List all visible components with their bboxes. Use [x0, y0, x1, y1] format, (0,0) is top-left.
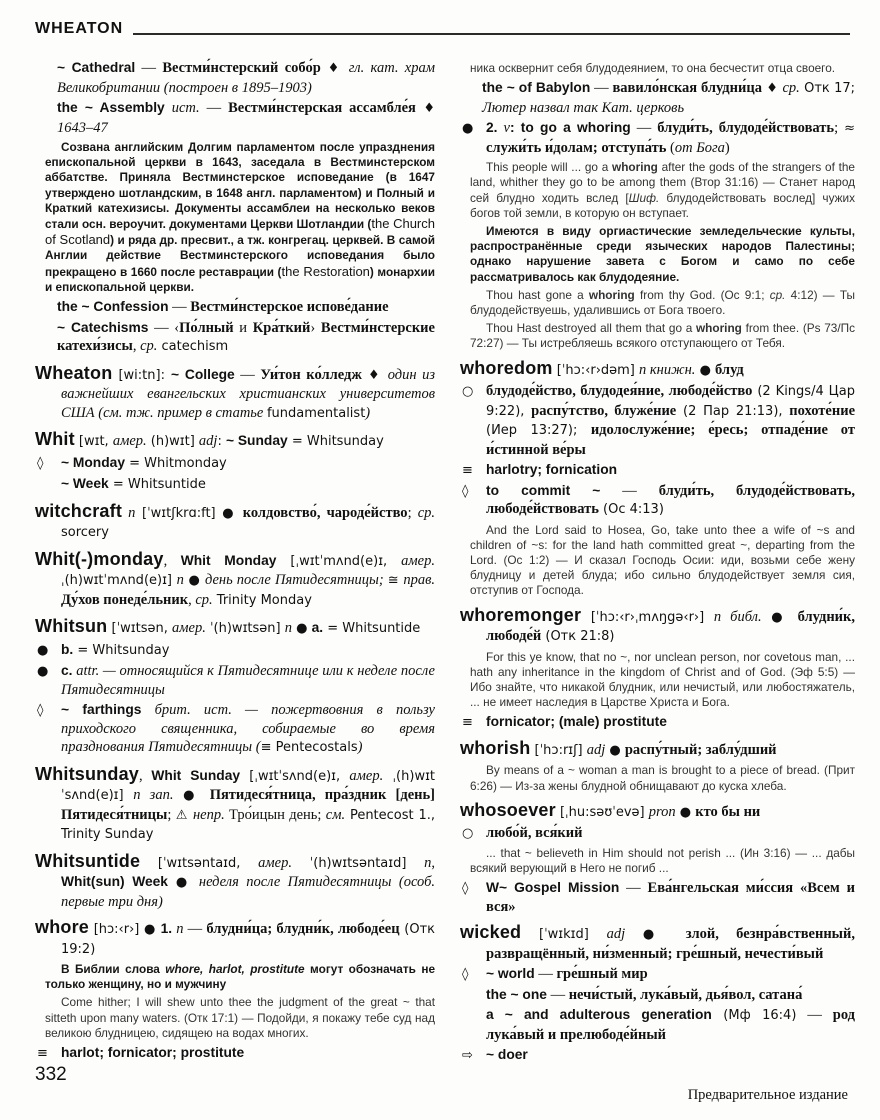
crossref-wicked-doer [460, 1046, 855, 1060]
text-segment: , [139, 767, 152, 784]
text-segment: амер. [401, 552, 435, 569]
text-segment: ) [357, 739, 363, 756]
text-segment: блуди́ть, блудоде́йствовать [657, 120, 835, 137]
text-segment: гре́шный мир [556, 966, 648, 983]
text-segment: могут обозначать не только женщину, но и мужчину [45, 962, 435, 992]
text-segment: блудни́к, любоде́й [486, 608, 855, 645]
text-segment: ● [173, 788, 210, 804]
text-segment: ˈ(h)wɪtsən] [205, 621, 285, 637]
text-segment: , [163, 552, 181, 569]
text-segment: — [630, 120, 658, 137]
text-segment: to commit ~ [486, 482, 601, 498]
text-segment: whoring [696, 321, 742, 336]
column-right [460, 58, 855, 1060]
translations-whoredom [460, 382, 855, 459]
text-segment: ) и ряда др. пресвит., а тж. конгрегац. церквей. В самой Англии действие Вестминстерского исповедания было прекращено в 1660 после реставрации ( [45, 233, 435, 279]
text-segment: злой, безнра́вственный, развращённый, ни́зменный; гре́шный, нечести́вый [486, 926, 855, 962]
entry-whoremonger [460, 606, 855, 647]
quote-rev-17-1 [35, 995, 435, 1041]
text-segment: ● [183, 573, 205, 589]
text-segment: adj [198, 433, 218, 450]
text-segment: W~ Gospel Mission [486, 880, 620, 896]
text-segment: (Отк 19:2) [61, 922, 435, 957]
text-segment: Whit Monday [180, 552, 277, 568]
text-segment: ● [291, 621, 312, 637]
text-segment: ˈ(h)wɪtsəntaɪd] [291, 855, 425, 871]
bullet-marker: ● [37, 664, 49, 680]
text-segment: v [497, 120, 510, 137]
text-segment: идолослуже́ние; е́ресь; отпаде́ние от и́стинной ве́ры [486, 422, 855, 458]
text-segment: ; [407, 504, 418, 521]
text-segment: служи́ть и́долам; отступа́ть [486, 139, 667, 156]
translations-whosoever [460, 824, 855, 843]
text-segment: Whitsunday [35, 763, 139, 784]
text-segment: , [188, 591, 196, 608]
text-segment: n книжн. [639, 361, 696, 378]
quote-prov-6-26 [460, 763, 855, 793]
entry-westminster-cathedral [35, 59, 435, 97]
text-segment: Кра́ткий [252, 319, 311, 336]
text-segment: ср. [195, 591, 213, 608]
text-segment: блуди́ть, блудоде́йствовать, любоде́йствовать [486, 482, 855, 518]
entry-whitsun-c [35, 662, 435, 699]
text-segment: = Whitsuntide [108, 477, 206, 493]
text-segment: › [310, 319, 321, 336]
text-segment: after the gods of the strangers of the land, whither they go to be among them (Втор 31:16) — Станет народ сей блудно ходить вслед [ [470, 160, 855, 205]
text-segment: (h)wɪt] [146, 434, 199, 450]
text-segment: n [284, 620, 292, 637]
text-segment: ника осквернит себя блудодеянием, то она бесчестит отца своего. [470, 61, 836, 75]
quote-hos-1-2 [460, 523, 855, 599]
text-segment: catechism [157, 339, 229, 355]
text-segment: ≅ [387, 573, 404, 589]
text-segment: the Restoration [281, 263, 370, 279]
note-whoring-cults [460, 224, 855, 285]
equivalents-marker: ≡ [462, 463, 473, 479]
text-segment: — [168, 299, 191, 316]
text-segment: Имеются в виду оргиастические земледельческие культы, распространённые среди языческих народов Палестины; однако нарушение завета с Богом и само по себе рассматривалось как блудодеяние. [470, 224, 855, 284]
text-segment: прав. [403, 572, 435, 589]
text-segment: (Отк 21:8) [541, 629, 615, 645]
text-segment: брит. ист. — пожертвовния в пользу приходского священника, собираемые во время празднования Пятидесятницы ( [61, 702, 435, 756]
text-segment: adj [586, 741, 606, 758]
text-segment: whore, harlot, prostitute [165, 962, 305, 977]
text-segment: Thou Hast destroyed all them that go a [486, 321, 696, 336]
text-segment: Whitsuntide [35, 850, 141, 871]
text-segment: [ˈwɪtsəntaɪd, [140, 855, 259, 871]
entry-whitsuntide [35, 852, 435, 912]
text-segment: ) [365, 404, 371, 421]
text-segment: вавило́нская блудни́ца [612, 80, 762, 97]
text-segment: ≡ Pentecostals [260, 740, 358, 756]
text-segment: fornicator; (male) prostitute [486, 714, 667, 730]
text-segment: любо́й, вся́кий [486, 825, 583, 842]
page-header [35, 20, 850, 38]
quote-lev-21-9-continued [460, 61, 855, 76]
text-segment: : [217, 434, 226, 450]
text-segment: ♦ [415, 101, 435, 116]
text-segment: амер. [112, 433, 147, 450]
text-segment: ср. [769, 287, 786, 302]
text-segment: the ~ one [486, 986, 547, 1002]
text-segment: Вестми́нстерское испове́дание [190, 299, 389, 316]
entry-wicked-world [460, 965, 855, 984]
text-segment: — [234, 366, 261, 383]
text-segment: ● [675, 804, 696, 820]
text-segment: n зап. [133, 787, 174, 804]
entry-wicked-one [460, 986, 855, 1005]
quote-john-3-16 [460, 846, 855, 876]
text-segment: ~ Week [61, 476, 109, 492]
text-segment: Pentecost 1., Trinity Sunday [61, 807, 435, 843]
equivalents-marker: ≡ [462, 715, 473, 731]
text-segment: ♦ [320, 61, 349, 76]
text-segment: b. [61, 641, 74, 657]
text-segment: Thou hast gone a [486, 287, 589, 302]
translations-marker: ○ [462, 826, 474, 842]
text-segment: Whit [35, 429, 75, 450]
text-segment: [ˈwɪtsən, [107, 621, 173, 637]
synonyms-whoremonger [460, 713, 855, 732]
text-segment: [ˈhɔ:rɪʃ] [530, 742, 587, 758]
entry-westminster-catechisms [35, 319, 435, 357]
text-segment: от Бога [674, 139, 725, 156]
text-segment: нечи́стый, лука́вый, дья́вол, сатана́ [568, 986, 803, 1003]
text-segment: , [431, 854, 435, 871]
diamond-marker: ◊ [37, 455, 44, 471]
text-segment: n [122, 504, 136, 521]
bullet-marker: ● [462, 121, 474, 137]
text-segment: ~ Monday [61, 454, 126, 470]
note-westminster-assembly [35, 140, 435, 295]
text-segment: Уи́тон ко́лледж [260, 366, 362, 383]
text-segment: Ева́нгельская ми́ссия «Всем и вся» [486, 880, 855, 915]
text-segment: 1. [160, 921, 173, 937]
diamond-marker: ◊ [37, 703, 44, 719]
note-whore [35, 962, 435, 992]
text-segment: [ˈhɔ:‹r›dəm] [552, 362, 640, 378]
text-segment: pron [648, 803, 676, 820]
text-segment: один из важнейших евангельских христианских университетов США (см. тж. пример в статье [61, 366, 435, 421]
quote-eph-5-5 [460, 650, 855, 711]
text-segment: For this ye know, that no ~, nor unclean person, nor covetous man, ... hath any inheritance in the kingdom of Christ and of God. (Эф 5:5) — Ибо знайте, что никакой блудник, или нечистый, или любостяжатель, ... не имеет наследия в Царстве Христа и Бога. [470, 649, 855, 710]
text-segment: n библ. [713, 608, 762, 625]
text-segment: ( [666, 139, 675, 156]
diamond-marker: ◊ [462, 483, 469, 499]
text-segment: whoring [588, 287, 635, 302]
text-segment: Wheaton [35, 362, 113, 383]
text-segment: harlotry; fornication [486, 462, 618, 478]
text-segment: Trinity Monday [212, 592, 312, 608]
text-segment: ; [167, 806, 176, 823]
text-segment: from thee. (Ps 73/Пс 72:27) — Ты истребляешь всякого отступающего от Тебя. [470, 321, 855, 351]
text-segment: whosoever [460, 799, 556, 820]
text-segment: whoremonger [460, 604, 582, 625]
entry-commit-whoredom [460, 482, 855, 520]
text-segment: Пятидеся́тница, пра́здник [день] Пятидеся́тницы [61, 787, 435, 823]
page-number: 332 [35, 1064, 67, 1085]
text-segment: ⚠ [175, 807, 193, 823]
quote-ps-72-27 [460, 321, 855, 351]
text-segment: = Whitmonday [125, 455, 227, 471]
text-segment: — [183, 921, 207, 938]
text-segment: By means of a ~ woman a man is brought to a piece of bread. (Прит 6:26) — Из-за жены блудной обнищавают до куска хлеба. [470, 763, 855, 793]
text-segment: [ˌwɪtˈsʌnd(e)ɪ, [240, 768, 350, 784]
text-segment: ≈ [844, 121, 855, 137]
text-segment: ● [605, 742, 625, 758]
text-segment: — [796, 1007, 833, 1024]
text-segment: a. [311, 620, 324, 636]
text-segment: ˌ(h)wɪtˈmʌnd(e)ɪ] [61, 573, 177, 589]
text-segment: the ~ of Babylon [482, 80, 591, 96]
text-segment: Отк 17; [799, 81, 855, 97]
text-segment: ~ doer [486, 1047, 528, 1060]
text-segment: ср. [782, 80, 800, 97]
entry-whit-monday [35, 454, 435, 474]
text-segment: Шиф. [628, 190, 660, 205]
entry-whore-verb [460, 119, 855, 157]
entry-wicked [460, 923, 855, 963]
text-segment: род лука́вый и прелюбоде́йный [486, 1007, 855, 1043]
text-segment: sorcery [61, 525, 109, 541]
text-segment: — [534, 966, 557, 983]
text-segment: a ~ and adulterous generation [486, 1007, 712, 1023]
text-segment: — [135, 60, 163, 76]
text-segment: и [233, 319, 253, 336]
entry-wheaton [35, 364, 435, 424]
entry-witchcraft [35, 502, 435, 543]
text-segment: см. [325, 806, 346, 823]
entry-whitsun [35, 617, 435, 639]
text-segment: 2. [486, 120, 498, 136]
text-segment: [ˈwɪkɪd] [521, 927, 607, 943]
text-segment: Вестми́нстерский собо́р [162, 60, 321, 76]
text-segment: ~ farthings [61, 702, 142, 718]
text-segment: from thy God. (Ос 9:1; [634, 287, 770, 302]
text-segment: Ду́хов понеде́льник [61, 591, 189, 608]
entry-gospel-mission [460, 879, 855, 916]
text-segment: And the Lord said to Hosea, Go, take unto thee a wife of ~s and children of ~s: for the land hath committed great ~, departing from the Lord. (Ос 1:2) — И сказал Господь Осии: иди, возьми себе жену блудницу и детей блуда; ибо сильно блудодействует земля сия, отступив от Господа. [470, 522, 855, 598]
text-segment: блуд [715, 361, 744, 378]
text-segment: — [199, 100, 229, 116]
text-segment: witchcraft [35, 500, 123, 521]
text-segment: ср. [417, 504, 435, 521]
text-segment: fundamentalist [266, 405, 366, 421]
column-left [35, 58, 435, 1060]
text-segment: n [176, 572, 184, 589]
text-segment: whorish [460, 737, 531, 758]
entry-whit-week [35, 475, 435, 495]
text-segment: 4:12) — Ты блудодействуешь, удалившись от Бога твоего. [470, 287, 855, 318]
text-segment: adj [606, 926, 626, 943]
text-segment: распу́тство, блуже́ние [531, 402, 677, 419]
text-segment: ~ Cathedral [57, 60, 136, 75]
bullet-marker: ● [37, 642, 49, 658]
text-segment: = Whitsunday [73, 642, 170, 658]
text-segment: блудоде́йство, блудодея́ние, любоде́йство [486, 383, 753, 400]
text-segment: кто бы ни [695, 803, 761, 820]
text-segment: непр. [192, 806, 225, 823]
text-segment: Вестми́нстерская ассамбле́я [228, 100, 416, 116]
text-segment: ) монархии и епископальной церкви. [45, 264, 435, 294]
text-segment: [ˈhɔ:‹r›ˌmʌŋgə‹r›] [581, 609, 714, 625]
entry-whitmonday [35, 550, 435, 611]
text-segment: n [424, 854, 432, 871]
text-segment: Тро́ицын день; [224, 806, 326, 823]
text-segment: колдовство́, чароде́йство [242, 504, 408, 521]
text-segment: Созвана английским Долгим парламентом после упразднения епископальной церкви в 1643, заседала в Вестминстерском аббатстве. Приняла Вестминстерское исповедание (в 1647 утверждено шотландским, в 1648 англ. парламентом) и Полный и Краткий катехизисы. Документы ассамблеи на несколько веков стали осн. вероучит. документами Церкви Шотландии ( [45, 140, 435, 232]
entry-westminster-assembly [35, 99, 435, 137]
text-segment: = Whitsuntide [323, 621, 421, 637]
crossref-arrow-marker: ⇨ [462, 1048, 473, 1060]
text-segment: n [172, 921, 184, 938]
text-segment: амер. [258, 854, 292, 871]
edition-note: Предварительное издание [687, 1087, 848, 1103]
entry-westminster-confession [35, 298, 435, 317]
text-segment: амер. [172, 620, 206, 637]
text-segment: (Ос 4:13) [598, 502, 664, 518]
text-segment: [hɔ:‹r›] ● [89, 922, 161, 938]
text-segment: the ~ Assembly [57, 100, 165, 115]
dictionary-body [35, 58, 855, 1060]
header-rule [133, 33, 850, 35]
text-segment: ● [625, 927, 686, 943]
entry-whitsun-b [35, 641, 435, 661]
diamond-marker: ◊ [462, 881, 469, 897]
equivalents-marker: ≡ [37, 1046, 48, 1060]
text-segment: Come hither; I will shew unto thee the judgment of the great ~ that sitteth upon many waters. (Отк 17:1) — Подойди, я покажу тебе суд над великою блудницею, сидящею на водах многих. [45, 995, 435, 1040]
text-segment: harlot; fornicator; prostitute [61, 1045, 245, 1060]
text-segment: attr. — относящийся к Пятидесятнице или к неделе после Пятидесятницы [61, 663, 435, 698]
text-segment: [wi:tn]: [112, 367, 172, 383]
text-segment: Whit Sunday [151, 767, 241, 783]
entry-whosoever [460, 801, 855, 823]
text-segment: ● [695, 362, 716, 378]
text-segment: ср. [140, 338, 158, 355]
text-segment: [wɪt, [74, 434, 113, 450]
entry-whorish [460, 739, 855, 761]
entry-whitsunday [35, 765, 435, 845]
text-segment: Whit(sun) Week [61, 874, 168, 890]
text-segment: ♦ [361, 367, 388, 383]
text-segment: ● [167, 875, 199, 891]
text-segment: ) [724, 139, 730, 156]
entry-wicked-generation [460, 1006, 855, 1044]
text-segment: : to go a whoring [509, 120, 631, 136]
text-segment: похоте́ние [789, 402, 855, 419]
text-segment: [ˈwɪtʃkrɑ:ft] ● [135, 505, 243, 521]
entry-whit [35, 430, 435, 452]
running-head: WHEATON [35, 20, 124, 37]
text-segment: ● [761, 609, 798, 625]
text-segment: — [546, 986, 569, 1003]
entry-whitsun-farthings [35, 701, 435, 758]
text-segment: гл. кат. храм Великобритании (построен в 1895–1903) [57, 60, 435, 96]
text-segment: — [590, 80, 613, 97]
text-segment: 1643–47 [57, 119, 108, 136]
text-segment: — ‹ [148, 319, 180, 336]
text-segment: ... that ~ believeth in Him should not perish ... (Ин 3:16) — ... дабы всякий верующий в Него не погиб ... [470, 845, 855, 876]
text-segment: Вестми́нстерские катехи́зисы [57, 319, 435, 355]
text-segment: This people will ... go a [486, 160, 613, 175]
text-segment: whoring [612, 160, 658, 175]
entry-whore-of-babylon [460, 79, 855, 117]
diamond-marker: ◊ [462, 967, 469, 983]
text-segment: (Иер 13:27); [486, 423, 591, 439]
text-segment: wicked [460, 922, 522, 943]
text-segment: the Church of Scotland [45, 216, 435, 248]
text-segment: [ˌwɪtˈmʌnd(e)ɪ, [276, 553, 402, 569]
text-segment: амер. [349, 767, 384, 784]
quote-deut-31-16 [460, 160, 855, 221]
text-segment: блудодействовать вослед] чужих богов той земли, в которую он вступает. [470, 190, 855, 220]
text-segment: — [619, 880, 648, 897]
text-segment: (2 Kings/4 Цар 9:22), [486, 384, 855, 419]
text-segment: день после Пятидесятницы; [204, 572, 388, 589]
translations-marker: ○ [462, 384, 474, 400]
text-segment: ~ world [486, 966, 535, 982]
synonyms-whore [35, 1044, 435, 1060]
text-segment: ♦ [761, 81, 783, 97]
text-segment: (Мф 16:4) [711, 1008, 797, 1024]
text-segment: ; [834, 120, 845, 137]
text-segment: = Whitsunday [287, 434, 384, 450]
text-segment: ~ College [171, 366, 235, 382]
text-segment: неделя после Пятидесятницы (особ. первые три дня) [61, 874, 435, 910]
entry-whoredom [460, 359, 855, 381]
text-segment: , [132, 338, 141, 355]
text-segment: [ˌhu:səʊˈevə] [555, 804, 649, 820]
text-segment: c. [61, 663, 73, 679]
quote-hos-9-1 [460, 288, 855, 318]
text-segment: Лютер назвал так Кат. церковь [482, 99, 685, 116]
text-segment: ист. [164, 100, 200, 116]
text-segment: — [600, 482, 659, 499]
text-segment: the ~ Confession [57, 299, 169, 315]
text-segment: whoredom [460, 357, 553, 378]
text-segment: Whitsun [35, 616, 108, 637]
text-segment: ~ Sunday [225, 433, 288, 449]
entry-whore [35, 918, 435, 959]
text-segment: ˌ(h)wɪtˈsʌnd(e)ɪ] [61, 768, 435, 804]
text-segment: whore [35, 917, 90, 938]
text-segment: По́лный [179, 319, 234, 336]
text-segment: В Библии слова [61, 962, 166, 977]
text-segment: блудни́ца; блудни́к, любоде́ец [206, 921, 400, 938]
synonyms-whoredom [460, 461, 855, 480]
text-segment: распу́тный; заблу́дший [624, 741, 777, 758]
text-segment: ~ Catechisms [57, 319, 149, 335]
text-segment: Whit(-)monday [35, 548, 164, 569]
text-segment: (2 Пар 21:13), [676, 403, 790, 419]
